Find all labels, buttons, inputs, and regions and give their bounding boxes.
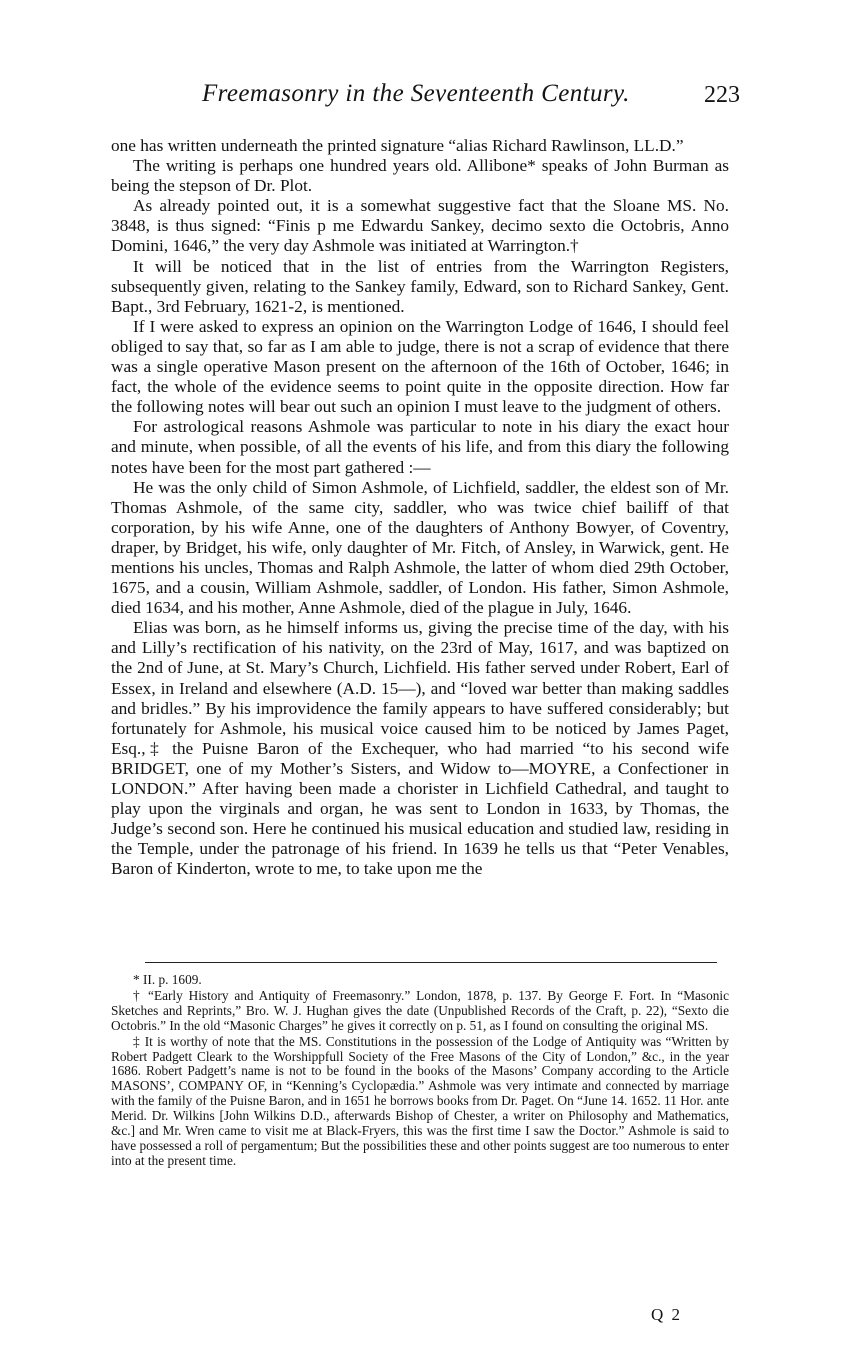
footnote-divider [145, 962, 717, 963]
paragraph: The writing is perhaps one hundred years old. Allibone* speaks of John Burman as being the stepson of Dr. Plot. [111, 156, 729, 196]
footnote: † “Early History and Antiquity of Freemasonry.” London, 1878, p. 137. By George F. Fort. In “Masonic Sketches and Reprints,” Bro. W. J. Hughan gives the date (Unpublished Records of the Craft, p. 22), “Sexto die Octobris.” In the old “Masonic Charges” he gives it correctly on p. 51, as I found on consulting the original MS. [111, 987, 729, 1033]
paragraph: For astrological reasons Ashmole was particular to note in his diary the exact hour and minute, when possible, of all the events of his life, and from this diary the following notes have been for the most part gathered :— [111, 417, 729, 477]
running-title: Freemasonry in the Seventeenth Century. [202, 80, 630, 107]
paragraph: It will be noticed that in the list of entries from the Warrington Registers, subsequently given, relating to the Sankey family, Edward, son to Richard Sankey, Gent. Bapt., 3rd February, 1621-2, is mentioned. [111, 256, 729, 316]
paragraph: one has written underneath the printed signature “alias Richard Rawlinson, LL.D.” [111, 136, 684, 155]
footnote: ‡ It is worthy of note that the MS. Constitutions in the possession of the Lodge of Antiquity was “Written by Robert Padgett Cleark to the Worshippfull Society of the Free Masons of the City of London,” &c., in the year 1686. Robert Padgett’s name is not to be found in the books of the Masons’ Company according to the Article MASONS’, COMPANY OF, in “Kenning’s Cyclopædia.” Ashmole was very intimate and connected by marriage with the family of the Puisne Baron, and in 1651 he borrows books from Dr. Paget. On “June 14. 1652. 11 Hor. ante Merid. Dr. Wilkins [John Wilkins D.D., afterwards Bishop of Chester, a writer on Philosophy and Mathematics, &c.] and Mr. Wren came to visit me at Black-Fryers, this was the first time I saw the Doctor.” Ashmole is said to have possessed a roll of pergamentum; But the possibilities these and other points suggest are too numerous to enter into at the present time. [111, 1033, 729, 1168]
paragraph: If I were asked to express an opinion on the Warrington Lodge of 1646, I should feel obliged to say that, so far as I am able to judge, there is not a scrap of evidence that there was a single operative Mason present on the afternoon of the 16th of October, 1646; in fact, the whole of the evidence seems to point quite in the opposite direction. How far the following notes will bear out such an opinion I must leave to the judgment of others. [111, 316, 729, 417]
footnotes [111, 973, 729, 1170]
signature-mark: Q 2 [651, 1305, 683, 1324]
footnote: * II. p. 1609. [133, 972, 202, 987]
page-number: 223 [704, 82, 740, 108]
body-text [111, 136, 729, 879]
paragraph: Elias was born, as he himself informs us, giving the precise time of the day, with his and Lilly’s rectification of his nativity, on the 23rd of May, 1617, and was baptized on the 2nd of June, at St. Mary’s Church, Lichfield. His father served under Robert, Earl of Essex, in Ireland and elsewhere (A.D. 15—), and “loved war better than making saddles and bridles.” By his improvidence the family appears to have suffered considerably; but fortunately for Ashmole, his musical voice caused him to be noticed by James Paget, Esq.,‡ the Puisne Baron of the Exchequer, who had married “to his second wife BRIDGET, one of my Mother’s Sisters, and Widow to—MOYRE, a Confectioner in LONDON.” After having been made a chorister in Lichfield Cathedral, and taught to play upon the virginals and organ, he was sent to London in 1633, by Thomas, the Judge’s second son. Here he continued his musical education and studied law, residing in the Temple, under the patronage of his friend. In 1639 he tells us that “Peter Venables, Baron of Kinderton, wrote to me, to take upon me the [111, 618, 729, 879]
page-header [110, 80, 740, 114]
paragraph: As already pointed out, it is a somewhat suggestive fact that the Sloane MS. No. 3848, is thus signed: “Finis p me Edwardu Sankey, decimo sexto die Octobris, Anno Domini, 1646,” the very day Ashmole was initiated at Warrington.† [111, 196, 729, 256]
paragraph: He was the only child of Simon Ashmole, of Lichfield, saddler, the eldest son of Mr. Thomas Ashmole, of the same city, saddler, who was twice chief bailiff of that corporation, by his wife Anne, one of the daughters of Anthony Bowyer, of Coventry, draper, by Bridget, his wife, only daughter of Mr. Fitch, of Ansley, in Warwick, gent. He mentions his uncles, Thomas and Ralph Ashmole, the latter of whom died 29th October, 1675, and a cousin, William Ashmole, saddler, of London. His father, Simon Ashmole, died 1634, and his mother, Anne Ashmole, died of the plague in July, 1646. [111, 477, 729, 618]
